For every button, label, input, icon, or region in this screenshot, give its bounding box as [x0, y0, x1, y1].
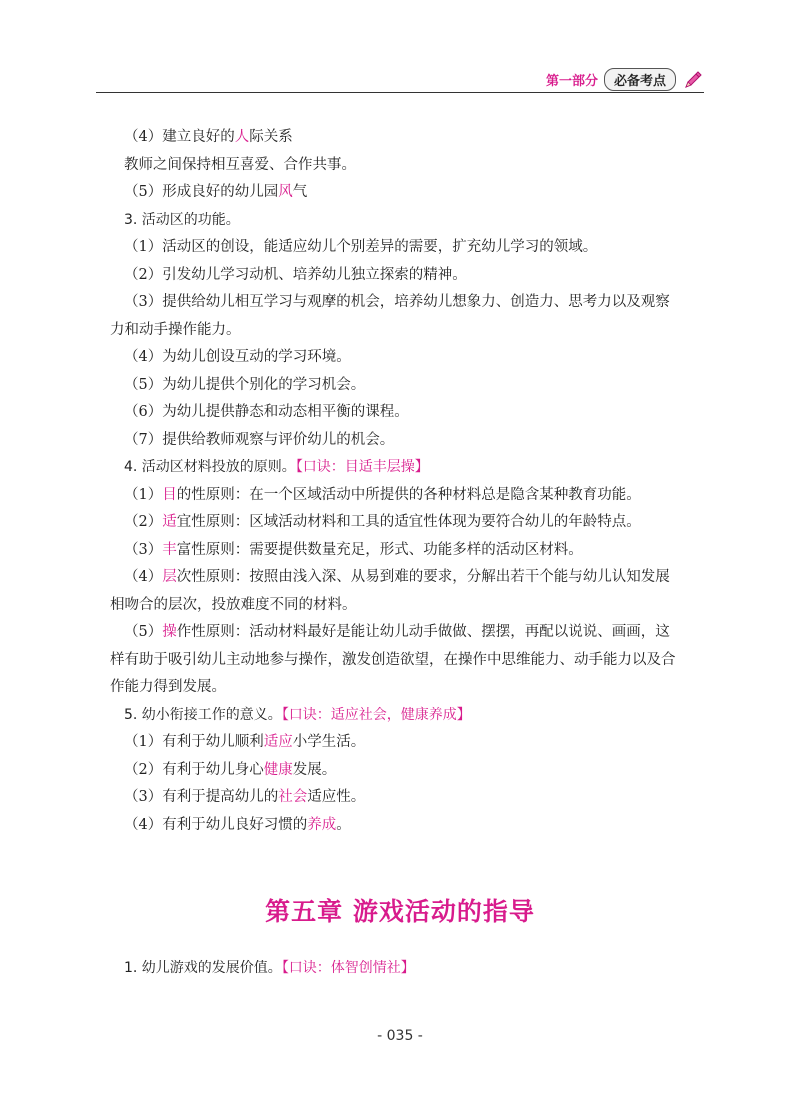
- text-line: （4）层次性原则：按照由浅入深、从易到难的要求，分解出若干个能与幼儿认知发展: [124, 569, 670, 585]
- body-text: [110, 124, 706, 839]
- section-badge: 必备考点: [604, 68, 676, 91]
- text-line: （4）为幼儿创设互动的学习环境。: [124, 349, 351, 365]
- text-line: 力和动手操作能力。: [110, 321, 241, 338]
- text-line: （5）操作性原则：活动材料最好是能让幼儿动手做做、摆摆，再配以说说、画画，这: [124, 624, 670, 640]
- text-line: （5）为幼儿提供个别化的学习机会。: [124, 376, 366, 393]
- section-label: 第一部分: [545, 74, 598, 89]
- text-line: （5）形成良好的幼儿园风气: [124, 184, 308, 200]
- page-number: - 035 -: [377, 1028, 423, 1044]
- text-line: （3）有利于提高幼儿的社会适应性。: [124, 789, 366, 805]
- pencil-icon: [682, 69, 704, 91]
- text-line: （7）提供给教师观察与评价幼儿的机会。: [124, 431, 395, 448]
- mnemonic: 【口诀：体智创情社】: [281, 960, 415, 976]
- text-line: （1）有利于幼儿顺利适应小学生活。: [124, 734, 366, 750]
- text-line: （3）丰富性原则：需要提供数量充足，形式、功能多样的活动区材料。: [124, 541, 583, 558]
- text-line: 相吻合的层次，投放难度不同的材料。: [110, 596, 357, 613]
- mnemonic: 【口诀：目适丰层操】: [295, 459, 429, 475]
- mnemonic: 【口诀：适应社会，健康养成】: [281, 706, 471, 723]
- section-heading: 5. 幼小衔接工作的意义。【口诀：适应社会，健康养成】: [124, 706, 471, 723]
- text-line: （2）有利于幼儿身心健康发展。: [124, 761, 337, 778]
- text-line: （3）提供给幼儿相互学习与观摩的机会，培养幼儿想象力、创造力、思考力以及观察: [124, 294, 670, 310]
- text-line: （4）有利于幼儿良好习惯的养成。: [124, 816, 351, 833]
- text-line: 教师之间保持相互喜爱、合作共事。: [124, 156, 356, 173]
- section-heading: 4. 活动区材料投放的原则。【口诀：目适丰层操】: [124, 459, 429, 475]
- text-line: （2）适宜性原则：区域活动材料和工具的适宜性体现为要符合幼儿的年龄特点。: [124, 514, 641, 530]
- chapter-title: 第五章 游戏活动的指导: [265, 897, 535, 926]
- text-line: （2）引发幼儿学习动机、培养幼儿独立探索的精神。: [124, 266, 467, 283]
- section-heading: 1. 幼儿游戏的发展价值。【口诀：体智创情社】: [124, 960, 415, 976]
- section-heading: 3. 活动区的功能。: [124, 211, 240, 228]
- text-line: （1）活动区的创设，能适应幼儿个别差异的需要，扩充幼儿学习的领域。: [124, 239, 598, 255]
- text-line: （6）为幼儿提供静态和动态相平衡的课程。: [124, 404, 409, 420]
- text-line: （1）目的性原则：在一个区域活动中所提供的各种材料总是隐含某种教育功能。: [124, 486, 641, 503]
- page-header: [546, 68, 704, 91]
- text-line: （4）建立良好的人际关系: [124, 129, 293, 145]
- text-line: 作能力得到发展。: [110, 679, 226, 695]
- text-line: 样有助于吸引幼儿主动地参与操作，激发创造欲望，在操作中思维能力、动手能力以及合: [110, 651, 676, 668]
- header-rule: [96, 92, 704, 93]
